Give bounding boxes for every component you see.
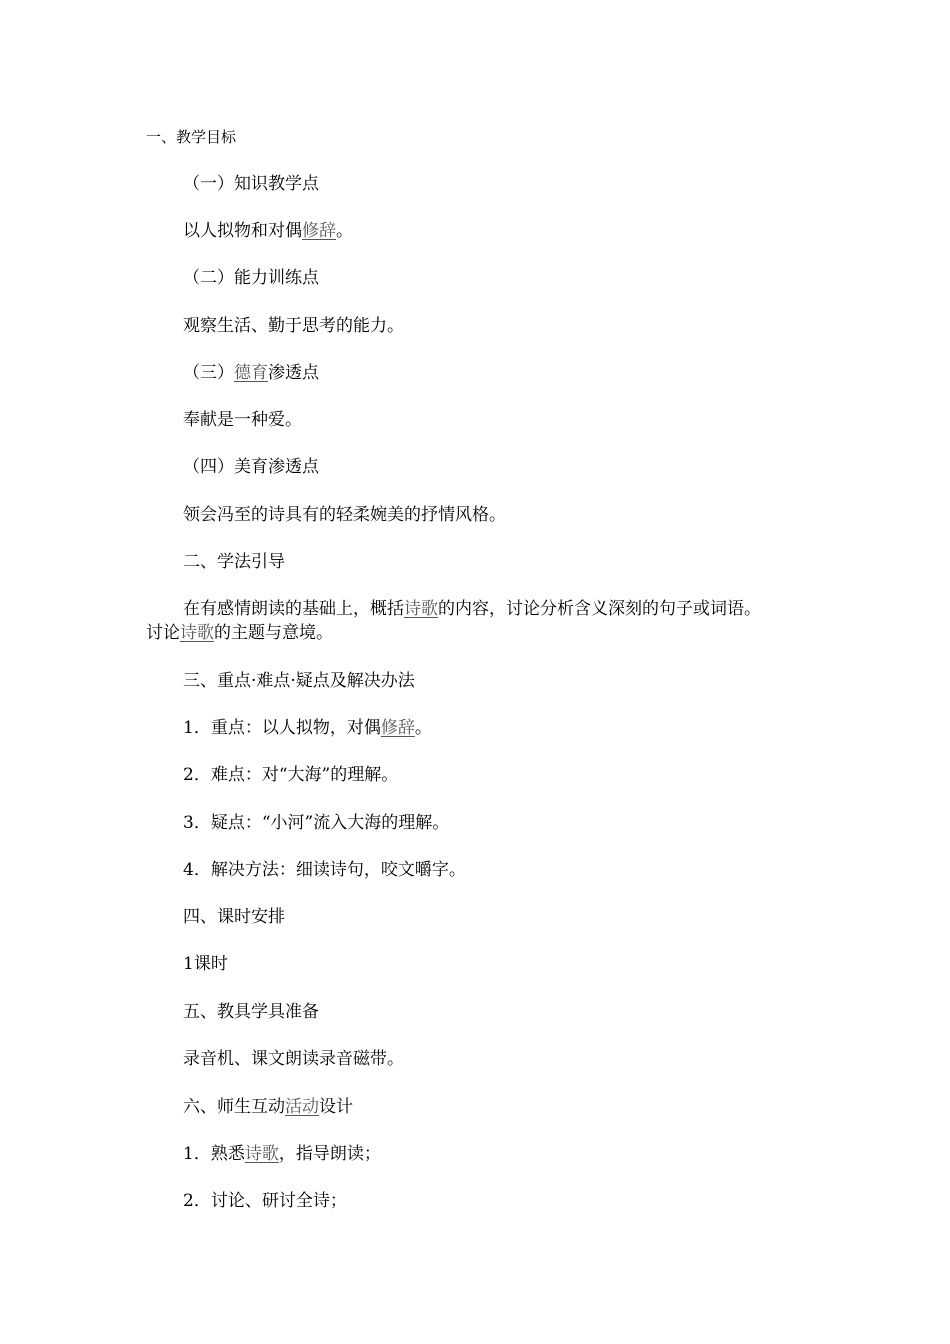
list-item-activity-1: [183, 1143, 381, 1165]
section-heading-materials: 五、教具学具准备: [183, 1002, 319, 1022]
section-heading-activities: [183, 1096, 353, 1118]
paragraph-ability: 观察生活、勤于思考的能力。: [183, 316, 404, 336]
text-fragment: 的内容，讨论分析含义深刻的句子或词语。: [438, 599, 761, 619]
text-fragment: 的主题与意境。: [214, 623, 333, 643]
paragraph-knowledge: [183, 220, 353, 242]
paragraph-schedule: 1课时: [183, 954, 228, 974]
paragraph-moral: 奉献是一种爱。: [183, 410, 302, 430]
text-fragment: 1．重点：以人拟物，对偶: [183, 718, 381, 738]
poem-link[interactable]: 诗歌: [244, 1144, 279, 1164]
list-item-key-point: [183, 717, 432, 739]
text-fragment: 在有感情朗读的基础上，概括: [183, 599, 404, 619]
text-fragment: ，指导朗读；: [278, 1144, 381, 1164]
paragraph-materials: 录音机、课文朗读录音磁带。: [183, 1049, 404, 1069]
subheading-aesthetic: （四）美育渗透点: [183, 457, 319, 477]
text-fragment: 。: [414, 718, 432, 738]
text-fragment: 。: [336, 221, 353, 241]
poem-link[interactable]: 诗歌: [404, 599, 438, 619]
text-fragment: 渗透点: [268, 363, 319, 383]
paragraph-method-line1: [183, 598, 761, 620]
subheading-moral: [183, 362, 319, 384]
section-heading-key-points: 三、重点·难点·疑点及解决办法: [183, 671, 415, 691]
text-fragment: 1．熟悉: [183, 1144, 245, 1164]
section-heading-objectives: 一、教学目标: [146, 128, 237, 146]
list-item-solution: 4．解决方法：细读诗句，咬文嚼字。: [183, 860, 466, 880]
text-fragment: 设计: [319, 1097, 353, 1117]
paragraph-aesthetic: 领会冯至的诗具有的轻柔婉美的抒情风格。: [183, 505, 506, 525]
poem-link[interactable]: 诗歌: [180, 623, 214, 643]
rhetoric-link[interactable]: 修辞: [302, 221, 336, 241]
list-item-doubt: 3．疑点：“小河”流入大海的理解。: [183, 813, 450, 833]
list-item-difficulty: 2．难点：对“大海”的理解。: [183, 765, 399, 785]
section-heading-schedule: 四、课时安排: [183, 907, 285, 927]
text-fragment: 六、师生互动: [183, 1097, 285, 1117]
activity-link[interactable]: 活动: [285, 1097, 319, 1117]
section-heading-method: 二、学法引导: [183, 552, 285, 572]
rhetoric-link[interactable]: 修辞: [380, 718, 415, 738]
text-fragment: 以人拟物和对偶: [183, 221, 302, 241]
subheading-ability: （二）能力训练点: [183, 268, 319, 288]
subheading-knowledge: （一）知识教学点: [183, 174, 319, 194]
moral-education-link[interactable]: 德育: [234, 363, 268, 383]
text-fragment: 讨论: [146, 623, 180, 643]
text-fragment: （三）: [183, 363, 234, 383]
paragraph-method-line2: [146, 622, 333, 644]
list-item-activity-2: 2．讨论、研讨全诗；: [183, 1191, 347, 1211]
